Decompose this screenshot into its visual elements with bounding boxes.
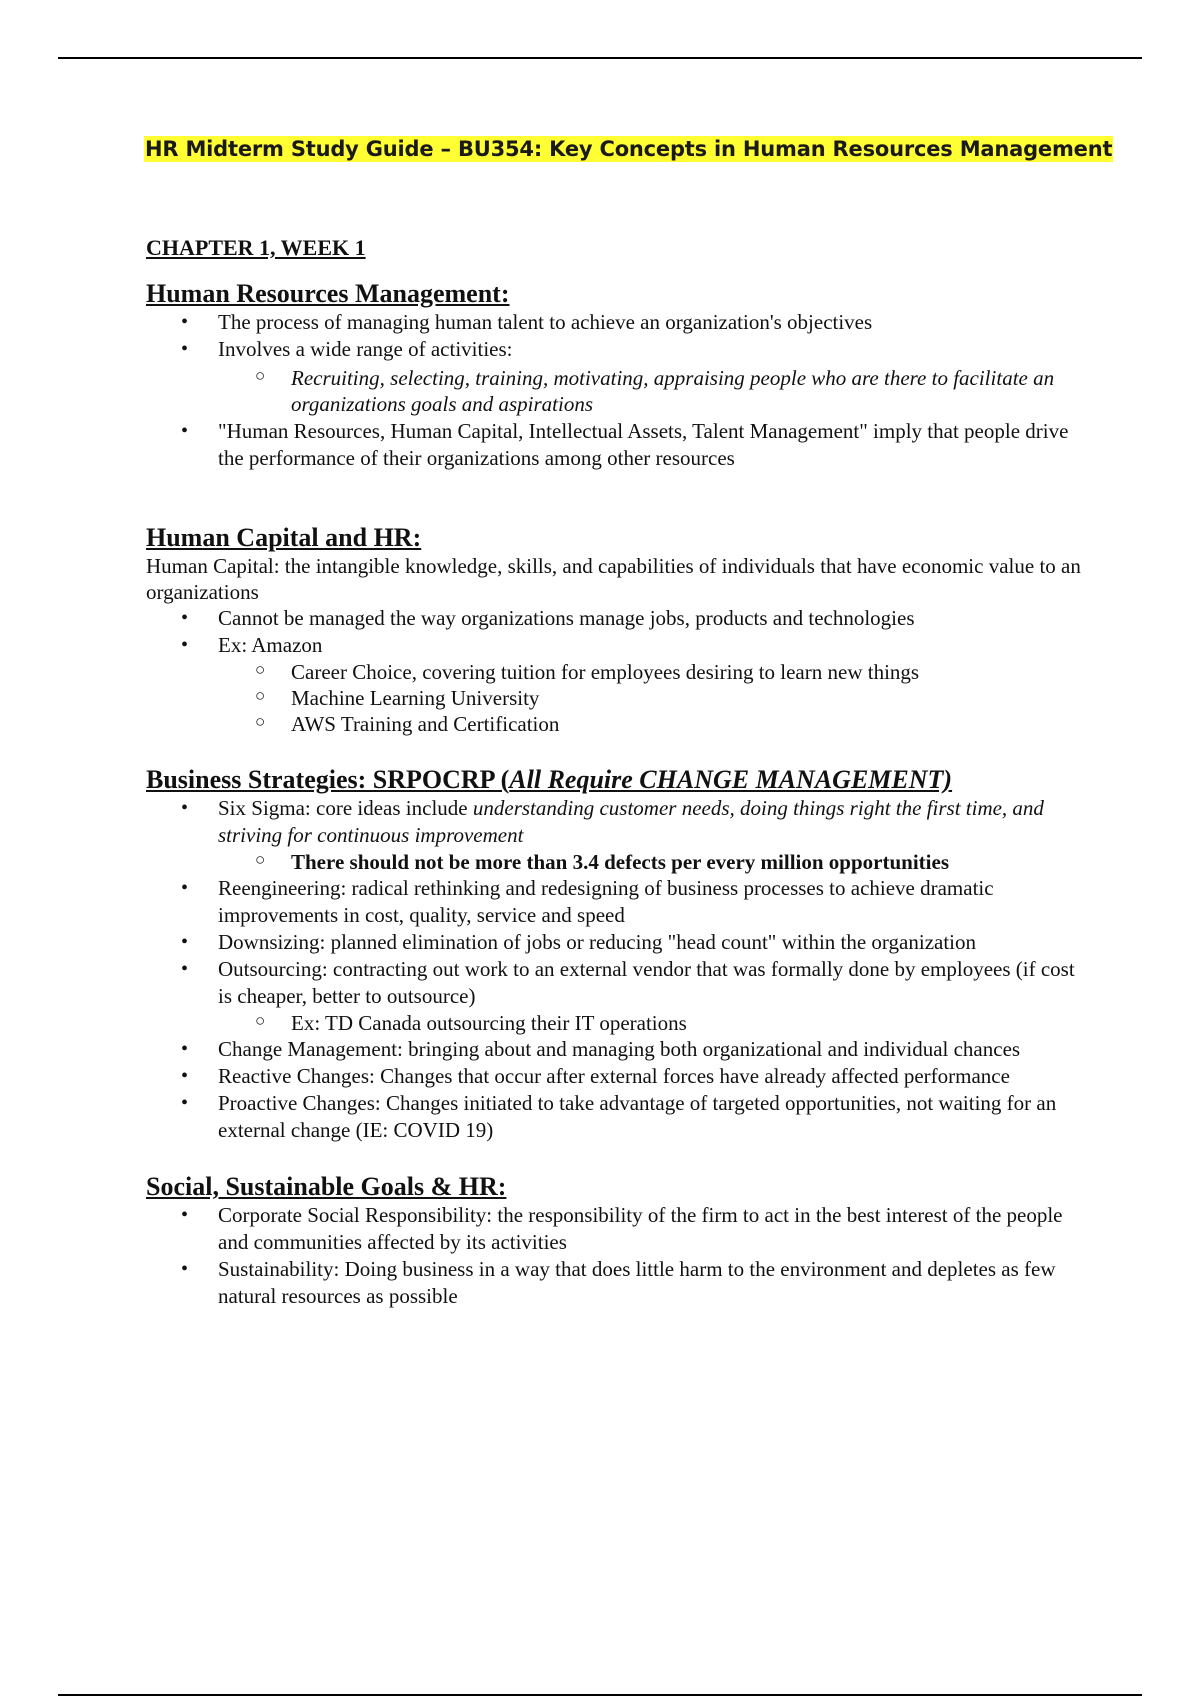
list-item: [181, 1090, 1086, 1144]
bullet-icon: •: [181, 338, 189, 360]
list-item-text: The process of managing human talent to achieve an organization's objectives: [218, 310, 873, 334]
bullet-list: [146, 309, 1086, 472]
list-item-text: Reengineering: radical rethinking and redesigning of business processes to achieve dramatic improvements in cost, quality, service and speed: [218, 876, 994, 927]
sub-list-item: [255, 659, 1086, 685]
sub-list-item: [255, 849, 1086, 875]
list-item-text: Ex: Amazon: [218, 633, 323, 657]
hollow-bullet-icon: ○: [255, 712, 266, 731]
bullet-list: [146, 1202, 1086, 1310]
list-item-text-italic: understanding customer needs, doing things right the first time, and striving for continuous improvement: [218, 796, 1044, 847]
section-social-goals: [146, 1172, 1086, 1310]
sub-list-item: [255, 1010, 1086, 1036]
section-human-capital: [146, 523, 1086, 737]
list-item-text: Machine Learning University: [291, 686, 540, 710]
sub-list: [218, 659, 1086, 737]
top-rule: [58, 57, 1142, 59]
bullet-icon: •: [181, 1038, 189, 1060]
section-heading-subtitle: All Require CHANGE MANAGEMENT): [509, 765, 953, 794]
bullet-icon: •: [181, 877, 189, 899]
hollow-bullet-icon: ○: [255, 1011, 266, 1030]
list-item: [181, 956, 1086, 1036]
sub-list-item: [255, 365, 1086, 417]
list-item-text: Sustainability: Doing business in a way that does little harm to the environment and depletes as few natural resources as possible: [218, 1257, 1056, 1308]
document-title: HR Midterm Study Guide – BU354: Key Concepts in Human Resources Management: [145, 137, 1113, 161]
list-item-text: Downsizing: planned elimination of jobs or reducing "head count" within the organization: [218, 930, 977, 954]
list-item-text: Outsourcing: contracting out work to an external vendor that was formally done by employees (if cost is cheaper, better to outsource): [218, 957, 1075, 1008]
chapter-heading: CHAPTER 1, WEEK 1: [146, 235, 366, 260]
list-item: [181, 632, 1086, 737]
bullet-icon: •: [181, 607, 189, 629]
sub-list: [218, 365, 1086, 417]
bullet-icon: •: [181, 1092, 189, 1114]
list-item-text: AWS Training and Certification: [291, 712, 560, 736]
bullet-icon: •: [181, 1258, 189, 1280]
definition-text: Human Capital: the intangible knowledge, skills, and capabilities of individuals that have economic value to an organizations: [146, 554, 1081, 604]
list-item-text: Recruiting, selecting, training, motivating, appraising people who are there to facilitate an organizations goals and aspirations: [291, 366, 1055, 416]
sub-list: [218, 849, 1086, 875]
list-item: [181, 336, 1086, 417]
bullet-icon: •: [181, 420, 189, 442]
list-item: [181, 875, 1086, 929]
section-heading: [146, 765, 1086, 795]
bullet-list: [146, 605, 1086, 737]
bullet-icon: •: [181, 958, 189, 980]
document-body: [145, 136, 1113, 1310]
bullet-icon: •: [181, 1204, 189, 1226]
list-item-text: Corporate Social Responsibility: the responsibility of the firm to act in the best interest of the people and communities affected by its activities: [218, 1203, 1063, 1254]
hollow-bullet-icon: ○: [255, 850, 266, 869]
sub-list-item: [255, 711, 1086, 737]
section-heading: Human Resources Management:: [146, 279, 510, 308]
list-item-text: Change Management: bringing about and managing both organizational and individual chances: [218, 1037, 1021, 1061]
hollow-bullet-icon: ○: [255, 660, 266, 679]
section-heading: Human Capital and HR:: [146, 523, 422, 552]
bullet-icon: •: [181, 797, 189, 819]
hollow-bullet-icon: ○: [255, 686, 266, 705]
list-item-text: Proactive Changes: Changes initiated to take advantage of targeted opportunities, not waiting for an external change (IE: COVID 19): [218, 1091, 1057, 1142]
list-item: [181, 1036, 1086, 1063]
bullet-icon: •: [181, 1065, 189, 1087]
list-item: [181, 1202, 1086, 1256]
hollow-bullet-icon: ○: [255, 366, 266, 385]
list-item-text: Ex: TD Canada outsourcing their IT operations: [291, 1011, 687, 1035]
list-item: [181, 1063, 1086, 1090]
list-item-text: There should not be more than 3.4 defects per every million opportunities: [291, 850, 949, 874]
list-item-text: Involves a wide range of activities:: [218, 337, 513, 361]
bottom-rule: [58, 1694, 1142, 1696]
section-heading-main: Business Strategies: SRPOCRP (: [146, 765, 510, 794]
bullet-icon: •: [181, 931, 189, 953]
list-item: [181, 1256, 1086, 1310]
list-item-text: Six Sigma: core ideas include: [218, 796, 473, 820]
list-item: [181, 929, 1086, 956]
bullet-icon: •: [181, 634, 189, 656]
list-item-text: "Human Resources, Human Capital, Intellectual Assets, Talent Management" imply that people drive the performance of their organizations among other resources: [218, 419, 1069, 470]
section-business-strategies: [146, 765, 1086, 1144]
list-item-text: Reactive Changes: Changes that occur after external forces have already affected performance: [218, 1064, 1010, 1088]
list-item-text: Career Choice, covering tuition for employees desiring to learn new things: [291, 660, 920, 684]
sub-list-item: [255, 685, 1086, 711]
section-heading: Social, Sustainable Goals & HR:: [146, 1172, 507, 1201]
list-item: [181, 795, 1086, 875]
list-item: [181, 605, 1086, 632]
list-item-text: Cannot be managed the way organizations manage jobs, products and technologies: [218, 606, 915, 630]
section-hrm: [146, 279, 1086, 472]
bullet-icon: •: [181, 311, 189, 333]
list-item: [181, 309, 1086, 336]
sub-list: [218, 1010, 1086, 1036]
list-item: [181, 418, 1086, 472]
bullet-list: [146, 795, 1086, 1144]
